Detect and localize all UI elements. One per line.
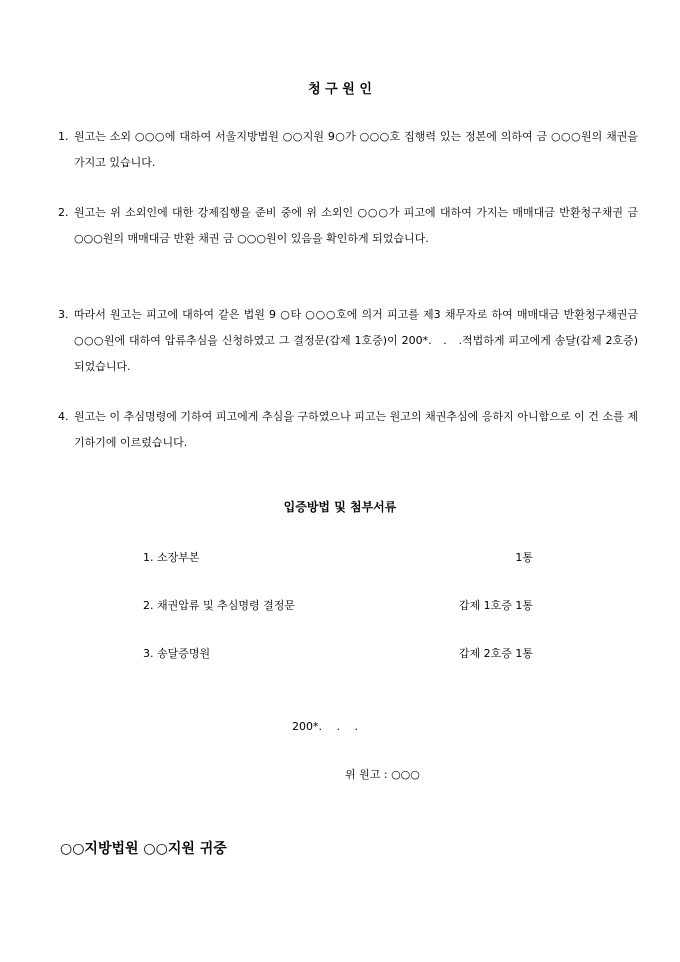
claim-item xyxy=(58,200,638,302)
claim-number: 2. xyxy=(58,206,69,219)
claim-text: 원고는 소외 ○○○에 대하여 서울지방법원 ○○지원 9○가 ○○○호 집행력 있는 정본에 의하여 금 ○○○원의 채권을 가지고 있습니다. xyxy=(74,130,638,169)
court-addressee: ○○지방법원 ○○지원 귀중 xyxy=(60,841,227,857)
claim-item xyxy=(58,124,638,200)
claim-text: 따라서 원고는 피고에 대하여 같은 법원 9 ○타 ○○○호에 의거 피고를 제3 채무자로 하여 매매대금 반환청구채권금 ○○○원에 대하여 압류추심을 신청하였고 그 결정문(갑제 1호증)이 200*. . .적법하게 피고에게 송달(갑제 2호증)되었습니다. xyxy=(74,308,638,373)
claim-number: 1. xyxy=(58,130,69,143)
section-title: 청 구 원 인 xyxy=(308,82,372,97)
attachment-item xyxy=(143,549,533,567)
plaintiff-signature: 위 원고 : ○○○ xyxy=(345,768,420,781)
claims-list xyxy=(58,124,638,456)
claim-item xyxy=(58,404,638,456)
attachment-item xyxy=(143,645,533,663)
attachment-note: 갑제 2호증 1통 xyxy=(458,647,533,660)
claim-number: 3. xyxy=(58,308,69,321)
claim-number: 4. xyxy=(58,410,69,423)
attachment-note: 갑제 1호증 1통 xyxy=(458,599,533,612)
evidence-title: 입증방법 및 첨부서류 xyxy=(283,500,397,514)
attachment-label: 1. 소장부본 xyxy=(143,551,200,564)
attachment-note: 1통 xyxy=(515,551,533,564)
claim-item xyxy=(58,302,638,404)
attachment-label: 3. 송달증명원 xyxy=(143,647,211,660)
claim-text: 원고는 이 추심명령에 기하여 피고에게 추심을 구하였으나 피고는 원고의 채권추심에 응하지 아니함으로 이 건 소를 제기하기에 이르렀습니다. xyxy=(74,410,638,449)
attachment-label: 2. 채권압류 및 추심명령 결정문 xyxy=(143,599,295,612)
attachment-item xyxy=(143,597,533,615)
claim-text: 원고는 위 소외인에 대한 강제집행을 준비 중에 위 소외인 ○○○가 피고에 대하여 가지는 매매대금 반환청구채권 금 ○○○원의 매매대금 반환 채권 금 ○○○원이 있음을 확인하게 되었습니다. xyxy=(74,206,638,245)
filing-date: 200*. . . xyxy=(292,720,358,733)
